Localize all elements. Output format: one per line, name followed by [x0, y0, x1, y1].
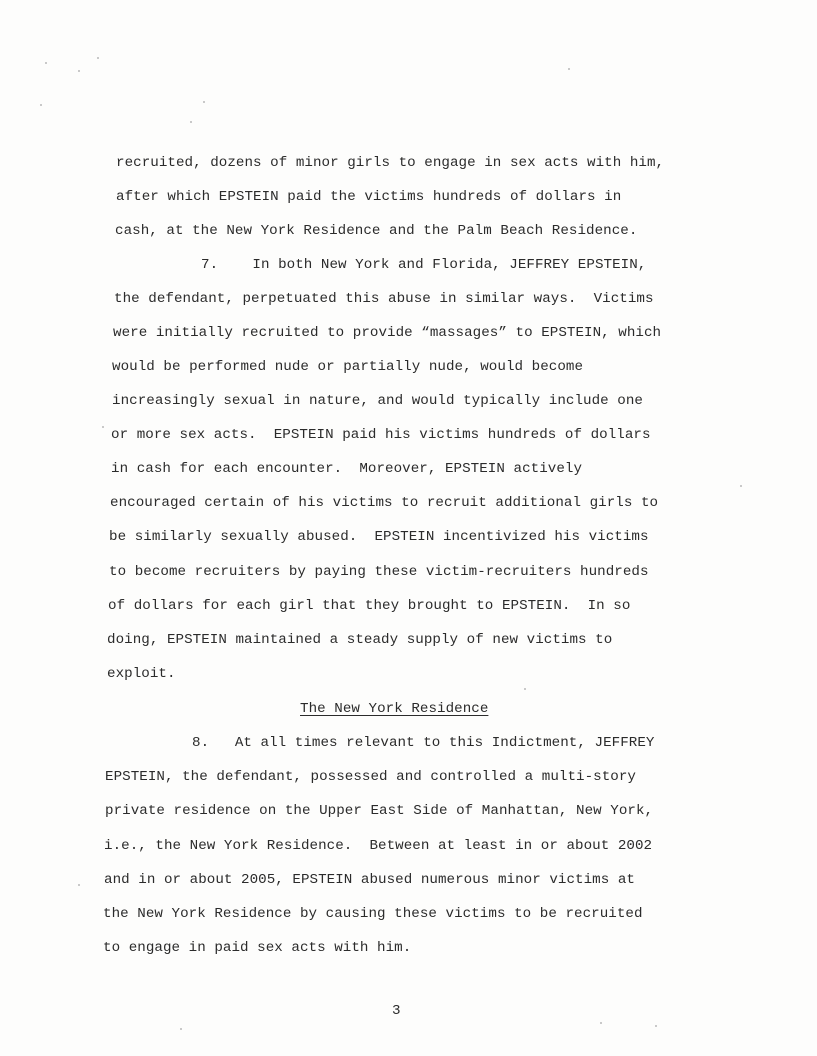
text-line: exploit.: [107, 666, 176, 682]
text-line: were initially recruited to provide “massages” to EPSTEIN, which: [113, 325, 662, 341]
text-line: EPSTEIN, the defendant, possessed and controlled a multi-story: [105, 769, 636, 785]
page-number: 3: [392, 1003, 401, 1019]
text-line: and in or about 2005, EPSTEIN abused numerous minor victims at: [104, 872, 635, 888]
text-line: of dollars for each girl that they brought to EPSTEIN. In so: [108, 598, 631, 614]
text-line: i.e., the New York Residence. Between at least in or about 2002: [104, 838, 653, 854]
text-line: in cash for each encounter. Moreover, EPSTEIN actively: [111, 461, 583, 477]
paragraph-7-first-line: 7. In both New York and Florida, JEFFREY EPSTEIN,: [201, 257, 647, 273]
scan-speck: [78, 884, 80, 886]
text-line: to engage in paid sex acts with him.: [103, 940, 412, 956]
scan-speck: [40, 104, 42, 106]
scan-speck: [180, 1028, 182, 1030]
text-line: to become recruiters by paying these victim-recruiters hundreds: [109, 564, 649, 580]
text-line: or more sex acts. EPSTEIN paid his victims hundreds of dollars: [111, 427, 651, 443]
scan-speck: [78, 70, 80, 72]
text-line: increasingly sexual in nature, and would typically include one: [112, 393, 643, 409]
text-line: private residence on the Upper East Side of Manhattan, New York,: [105, 803, 654, 819]
text-line: encouraged certain of his victims to recruit additional girls to: [110, 495, 659, 511]
scan-speck: [45, 62, 47, 64]
text-line: the defendant, perpetuated this abuse in similar ways. Victims: [114, 291, 654, 307]
scan-speck: [655, 1025, 657, 1027]
scan-speck: [203, 101, 205, 103]
text-line: after which EPSTEIN paid the victims hundreds of dollars in: [116, 189, 622, 205]
scan-speck: [97, 57, 99, 59]
text-line: be similarly sexually abused. EPSTEIN incentivized his victims: [109, 529, 649, 545]
scan-speck: [600, 1022, 602, 1024]
scan-speck: [102, 426, 104, 428]
scan-speck: [568, 68, 570, 70]
paragraph-8-first-line: 8. At all times relevant to this Indictment, JEFFREY: [192, 735, 655, 751]
scan-speck: [524, 688, 526, 690]
text-line: doing, EPSTEIN maintained a steady supply of new victims to: [107, 632, 613, 648]
text-line: the New York Residence by causing these victims to be recruited: [103, 906, 643, 922]
scan-speck: [190, 121, 192, 123]
text-line: would be performed nude or partially nude, would become: [112, 359, 584, 375]
text-line: cash, at the New York Residence and the Palm Beach Residence.: [115, 223, 638, 239]
scan-speck: [740, 485, 742, 487]
text-line: recruited, dozens of minor girls to engage in sex acts with him,: [116, 155, 665, 171]
section-heading: The New York Residence: [300, 701, 489, 717]
